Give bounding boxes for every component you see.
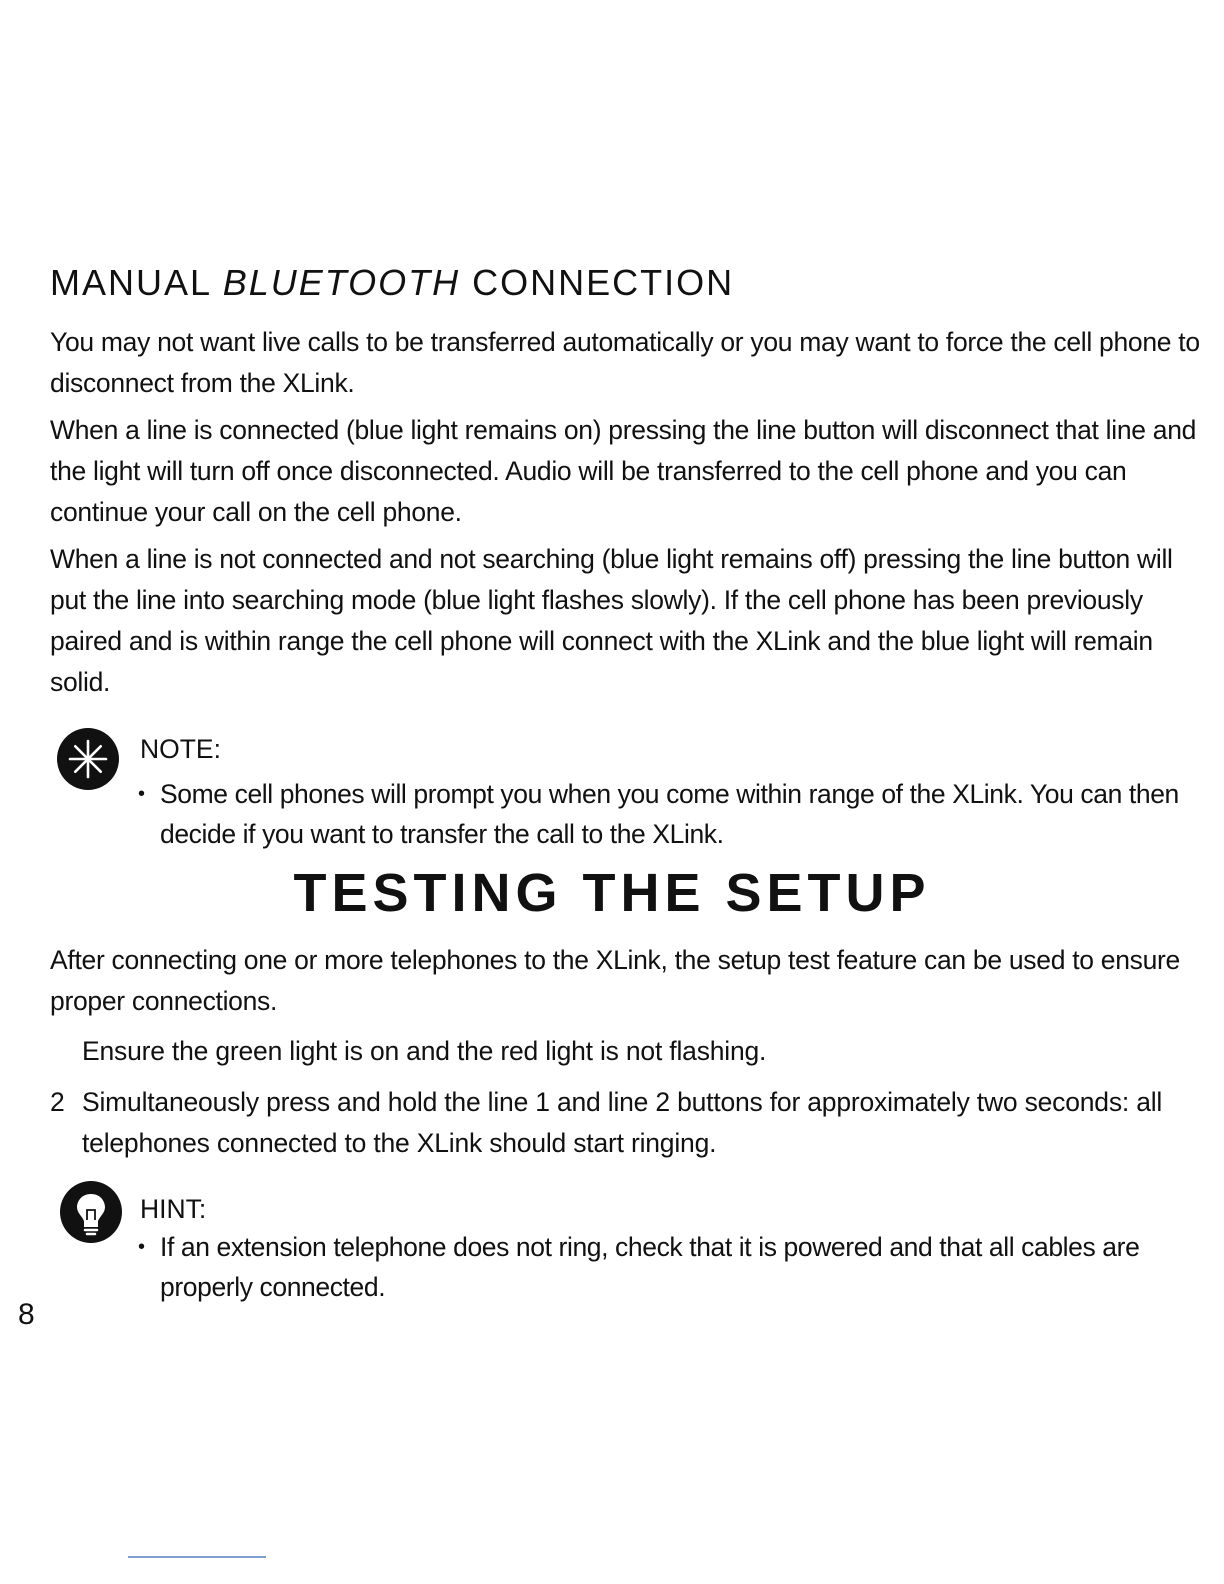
page-number: 8 (18, 1298, 35, 1331)
section-heading-prefix: MANUAL (50, 262, 223, 303)
testing-intro: After connecting one or more telephones to the XLink, the setup test feature can be used to ensure proper connections. (50, 945, 1180, 1016)
step-number: 2 (50, 1087, 65, 1117)
note-label: NOTE: (140, 734, 221, 764)
asterisk-icon (56, 727, 120, 791)
section-heading (50, 262, 734, 304)
hint-bullet: • If an extension telephone does not ring, check that it is powered and that all cables are properly connected. (138, 1227, 1224, 1307)
lightbulb-icon (59, 1180, 123, 1244)
paragraph-connected: When a line is connected (blue light remains on) pressing the line button will disconnect that line and the light will turn off once disconnected. Audio will be transferred to the cell phone and you can continue your call on the cell phone. (50, 415, 1197, 527)
paragraph-intro: You may not want live calls to be transferred automatically or you may want to force the cell phone to disconnect from the XLink. (50, 327, 1200, 398)
footer-rule (128, 1556, 266, 1558)
step-1 (50, 1031, 1200, 1072)
testing-heading: TESTING THE SETUP (293, 863, 931, 923)
paragraph-not-connected: When a line is not connected and not searching (blue light remains off) pressing the line button will put the line into searching mode (blue light flashes slowly). If the cell phone has been previously paired and is within range the cell phone will connect with the XLink and the blue light will remain solid. (50, 544, 1173, 697)
section-heading-suffix: CONNECTION (460, 262, 735, 303)
note-bullet: • Some cell phones will prompt you when you come within range of the XLink. You can then decide if you want to transfer the call to the XLink. (138, 774, 1224, 854)
section-heading-italic: BLUETOOTH (222, 262, 461, 303)
step-text: Ensure the green light is on and the red light is not flashing. (82, 1036, 767, 1066)
hint-label: HINT: (140, 1194, 207, 1224)
step-text: Simultaneously press and hold the line 1 and line 2 buttons for approximately two seconds: all telephones connected to the XLink should start ringing. (82, 1087, 1163, 1158)
step-2 (50, 1082, 1200, 1164)
